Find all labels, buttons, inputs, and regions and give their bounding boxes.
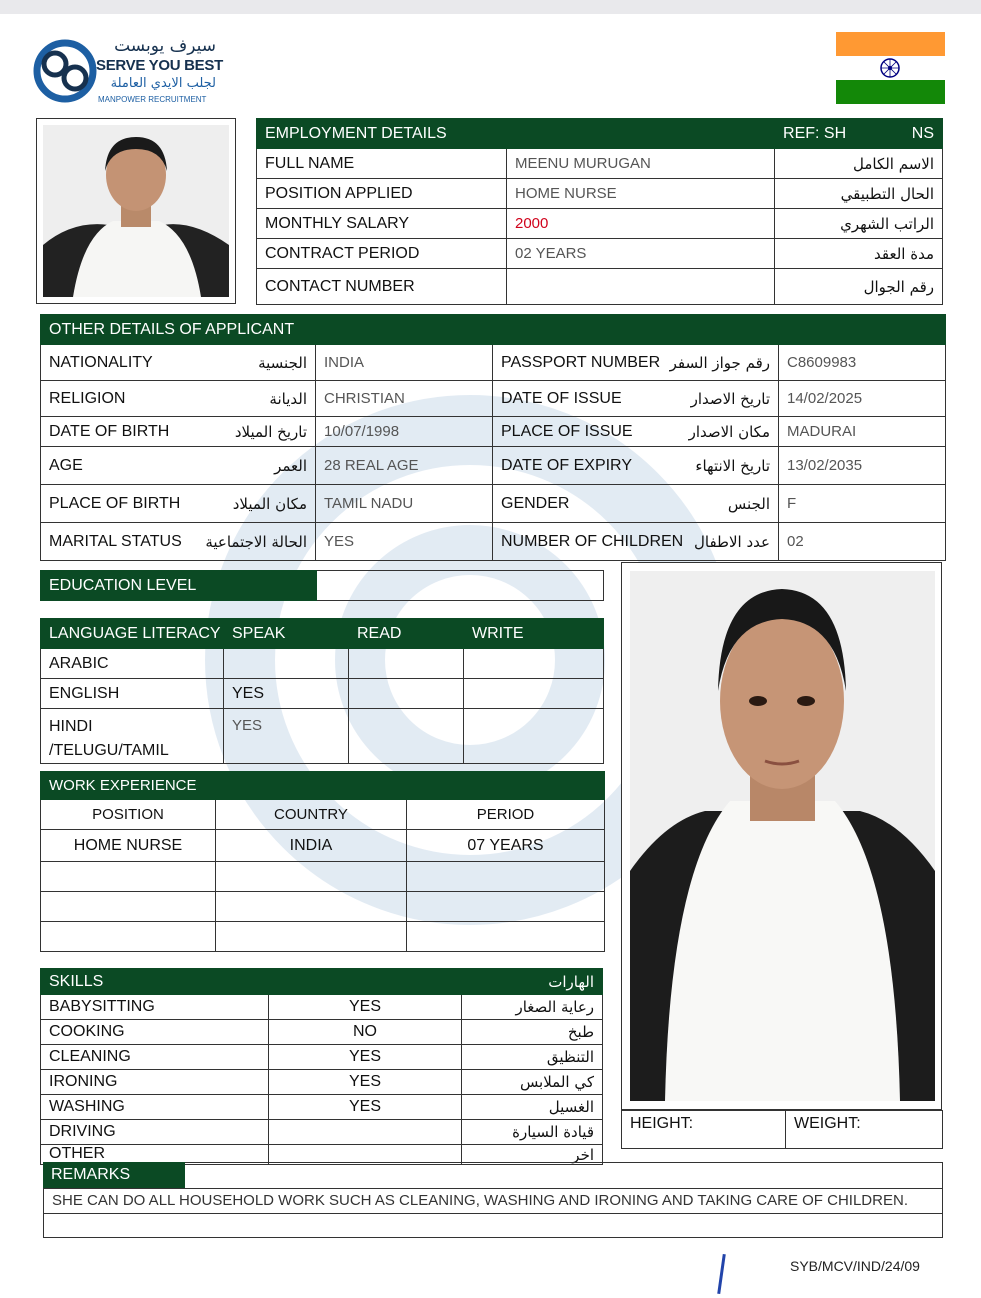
work-cell (216, 922, 407, 952)
detail-arabic: الحالة الاجتماعية (205, 532, 307, 551)
work-cell (41, 922, 216, 952)
detail-value: 02 (779, 523, 946, 561)
detail-value: 28 REAL AGE (316, 447, 493, 485)
table-row (41, 1120, 603, 1145)
remarks-text: SHE CAN DO ALL HOUSEHOLD WORK SUCH AS CLEANING, WASHING AND IRONING AND TAKING CARE OF CHILDREN. (44, 1188, 942, 1214)
skill-value: NO (269, 1020, 462, 1045)
detail-value: MADURAI (779, 417, 946, 447)
measures-table (621, 1110, 943, 1149)
pen-mark (717, 1254, 726, 1294)
emp-value: MEENU MURUGAN (507, 149, 775, 179)
skill-arabic: كي الملابس (462, 1070, 603, 1095)
lang-write (464, 679, 604, 709)
other-details-table (40, 314, 946, 561)
emp-arabic: الراتب الشهري (775, 209, 943, 239)
lang-read (349, 709, 464, 764)
emp-label: CONTACT NUMBER (257, 269, 507, 305)
detail-value: YES (316, 523, 493, 561)
detail-label: DATE OF ISSUE (501, 389, 622, 407)
ref-label: REF: SH (783, 124, 847, 142)
employment-table (256, 118, 943, 305)
skill-arabic: رعاية الصغار (462, 995, 603, 1020)
skill-name: COOKING (41, 1020, 269, 1045)
emp-label: POSITION APPLIED (257, 179, 507, 209)
lang-speak (224, 649, 349, 679)
emp-arabic: الحال التطبيقي (775, 179, 943, 209)
other-details-title-right (493, 315, 946, 345)
table-row (41, 417, 946, 447)
applicant-photo-small (43, 125, 229, 297)
table-row (41, 447, 946, 485)
logo-name: SERVE YOU BEST (96, 57, 223, 74)
lang-read (349, 649, 464, 679)
work-cell: INDIA (216, 830, 407, 862)
table-row (41, 709, 604, 764)
table-row (41, 1045, 603, 1070)
skill-name: DRIVING (41, 1120, 269, 1145)
detail-arabic: مكان الميلاد (232, 494, 307, 513)
work-cell (216, 862, 407, 892)
detail-value: TAMIL NADU (316, 485, 493, 523)
emp-value: 02 YEARS (507, 239, 775, 269)
detail-label: MARITAL STATUS (49, 532, 182, 550)
detail-arabic: رقم جواز السفر (669, 353, 770, 372)
detail-label: NATIONALITY (49, 353, 153, 371)
table-row (41, 1070, 603, 1095)
education-title: EDUCATION LEVEL (41, 571, 317, 601)
company-logo (32, 36, 232, 110)
applicant-photo-large (630, 571, 935, 1101)
detail-label: PLACE OF ISSUE (501, 422, 633, 440)
ref-code: NS (911, 124, 935, 142)
table-row (257, 269, 943, 305)
table-row (41, 800, 605, 830)
emp-label: MONTHLY SALARY (257, 209, 507, 239)
small-photo-frame (36, 118, 236, 304)
table-row (41, 381, 946, 417)
skill-value: YES (269, 995, 462, 1020)
table-row (41, 830, 605, 862)
detail-arabic: تاريخ الاصدار (690, 389, 770, 408)
emp-value (507, 269, 775, 305)
emp-label: FULL NAME (257, 149, 507, 179)
lang-header: SPEAK (224, 619, 349, 649)
table-row (257, 209, 943, 239)
remarks-title: REMARKS (43, 1162, 185, 1188)
lang-name-2: /TELUGU/TAMIL (49, 742, 169, 759)
remarks-box (43, 1162, 943, 1238)
lang-header: READ (349, 619, 464, 649)
other-details-title: OTHER DETAILS OF APPLICANT (41, 315, 493, 345)
skills-title-arabic: الهارات (269, 969, 603, 995)
table-row (41, 1095, 603, 1120)
detail-label: RELIGION (49, 389, 126, 407)
detail-arabic: الجنسية (258, 353, 307, 372)
skill-name: BABYSITTING (41, 995, 269, 1020)
lang-name: ARABIC (41, 649, 224, 679)
lang-name: HINDI (49, 718, 93, 735)
logo-emblem (32, 38, 98, 104)
ashoka-chakra-icon (879, 57, 901, 79)
work-title: WORK EXPERIENCE (41, 772, 605, 800)
emp-arabic: رقم الجوال (775, 269, 943, 305)
top-strip (0, 0, 981, 14)
table-row (41, 922, 605, 952)
table-row (41, 862, 605, 892)
table-row (257, 149, 943, 179)
skill-arabic: قيادة السيارة (462, 1120, 603, 1145)
employment-ref (775, 119, 943, 149)
logo-arabic-sub: لجلب الايدي العاملة (110, 76, 216, 91)
detail-value: 14/02/2025 (779, 381, 946, 417)
language-table (40, 618, 604, 764)
employment-title: EMPLOYMENT DETAILS (257, 119, 775, 149)
table-row (41, 995, 603, 1020)
logo-sub: MANPOWER RECRUITMENT (98, 95, 207, 104)
skill-name: CLEANING (41, 1045, 269, 1070)
lang-read (349, 679, 464, 709)
emp-arabic: مدة العقد (775, 239, 943, 269)
table-row (41, 892, 605, 922)
detail-arabic: تاريخ الانتهاء (695, 456, 770, 475)
emp-label: CONTRACT PERIOD (257, 239, 507, 269)
work-cell (407, 922, 605, 952)
work-experience-table (40, 771, 605, 952)
detail-label: NUMBER OF CHILDREN (501, 532, 684, 550)
table-row (41, 345, 946, 381)
skill-value: YES (269, 1095, 462, 1120)
skill-value: YES (269, 1045, 462, 1070)
lang-header: LANGUAGE LITERACY (41, 619, 224, 649)
education-value (317, 571, 604, 601)
work-header: COUNTRY (216, 800, 407, 830)
detail-label: DATE OF EXPIRY (501, 456, 632, 474)
skill-arabic: اخر (462, 1145, 603, 1165)
detail-value: CHRISTIAN (316, 381, 493, 417)
work-header: PERIOD (407, 800, 605, 830)
emp-arabic: الاسم الكامل (775, 149, 943, 179)
detail-label: PLACE OF BIRTH (49, 494, 181, 512)
skill-value: YES (269, 1070, 462, 1095)
large-photo-frame (621, 562, 942, 1110)
skill-name: WASHING (41, 1095, 269, 1120)
height-label: HEIGHT: (622, 1111, 786, 1149)
detail-arabic: العمر (274, 456, 307, 475)
skill-arabic: التنظيق (462, 1045, 603, 1070)
work-cell (41, 892, 216, 922)
table-row (41, 679, 604, 709)
detail-arabic: عدد الاطفال (694, 532, 770, 551)
lang-name: ENGLISH (41, 679, 224, 709)
lang-write (464, 709, 604, 764)
lang-speak: YES (224, 679, 349, 709)
skill-arabic: الغسيل (462, 1095, 603, 1120)
detail-value: C8609983 (779, 345, 946, 381)
detail-arabic: الديانة (269, 389, 307, 408)
detail-value: F (779, 485, 946, 523)
lang-speak: YES (224, 709, 349, 764)
detail-value: 13/02/2035 (779, 447, 946, 485)
skill-name: OTHER (41, 1145, 269, 1165)
detail-value: INDIA (316, 345, 493, 381)
logo-arabic: سيرف يوبست (114, 36, 216, 56)
detail-arabic: الجنس (727, 494, 770, 513)
detail-label: AGE (49, 456, 83, 474)
table-row (41, 485, 946, 523)
lang-write (464, 649, 604, 679)
work-header: POSITION (41, 800, 216, 830)
detail-label: GENDER (501, 494, 570, 512)
skill-arabic: طبخ (462, 1020, 603, 1045)
table-row (41, 649, 604, 679)
detail-arabic: مكان الاصدار (688, 422, 770, 441)
india-flag (836, 32, 945, 104)
detail-arabic: تاريخ الميلاد (234, 422, 307, 441)
detail-label: DATE OF BIRTH (49, 422, 170, 440)
weight-label: WEIGHT: (786, 1111, 943, 1149)
salary-value: 2000 (507, 209, 775, 239)
work-cell (216, 892, 407, 922)
work-cell (41, 862, 216, 892)
detail-value: 10/07/1998 (316, 417, 493, 447)
skill-value (269, 1120, 462, 1145)
work-cell (407, 862, 605, 892)
table-row (257, 179, 943, 209)
detail-label: PASSPORT NUMBER (501, 353, 661, 371)
table-row (257, 239, 943, 269)
work-cell (407, 892, 605, 922)
table-row (41, 1020, 603, 1045)
skills-title: SKILLS (41, 969, 269, 995)
skill-name: IRONING (41, 1070, 269, 1095)
work-cell: 07 YEARS (407, 830, 605, 862)
education-table (40, 570, 604, 601)
table-row (41, 523, 946, 561)
lang-header: WRITE (464, 619, 604, 649)
work-cell: HOME NURSE (41, 830, 216, 862)
skills-table (40, 968, 603, 1165)
emp-value: HOME NURSE (507, 179, 775, 209)
document-code: SYB/MCV/IND/24/09 (790, 1258, 920, 1274)
